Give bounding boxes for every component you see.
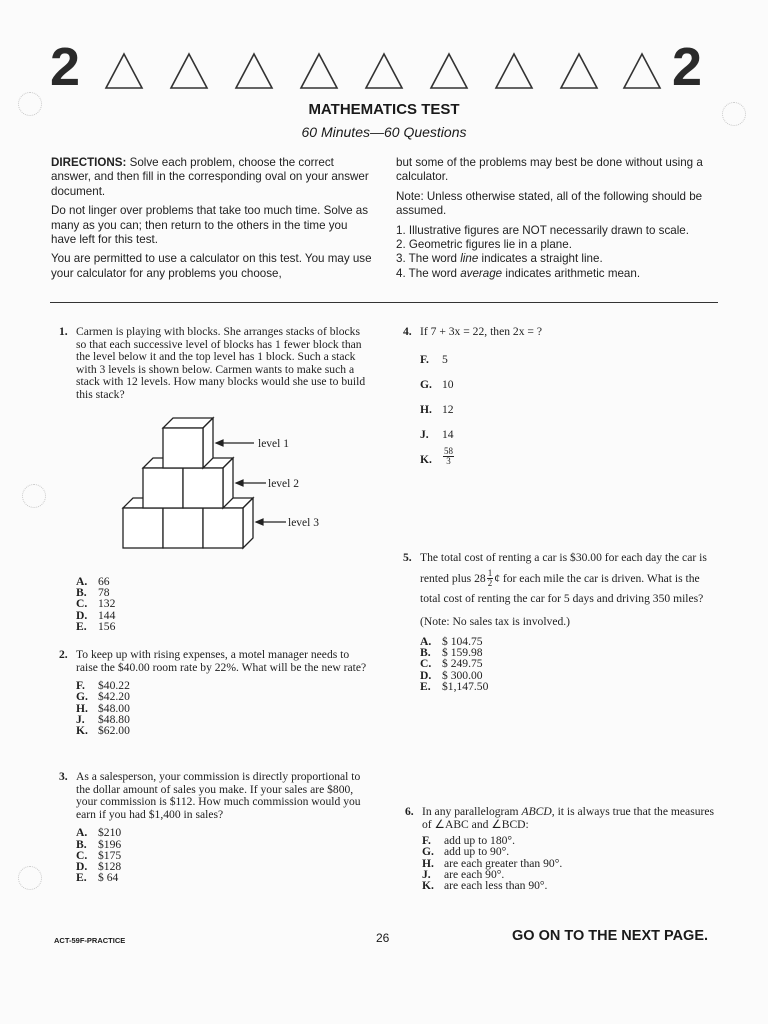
- choice-letter: C.: [76, 597, 88, 611]
- stem-text: The total cost of renting a car is $30.00 for each day the car is rented plus 28: [420, 551, 707, 585]
- choice-text: $196: [98, 837, 122, 851]
- answer-choices: [76, 680, 368, 736]
- triangle-border: [104, 52, 664, 92]
- question-stem: To keep up with rising expenses, a motel manager needs to raise the $40.00 room rate by 22%. What will be the new rate?: [76, 648, 367, 674]
- choice-letter: D.: [76, 608, 88, 622]
- choice-letter: E.: [76, 619, 87, 633]
- choice-letter: K.: [420, 452, 432, 466]
- directions-left-column: [51, 156, 373, 286]
- assumption-item: [396, 252, 716, 266]
- choice-text: are each less than 90°.: [444, 879, 548, 892]
- choice-text: $ 300.00: [442, 668, 483, 682]
- stem-emphasis: ABCD: [521, 805, 552, 818]
- answer-choice[interactable]: [420, 347, 712, 372]
- choice-letter: H.: [422, 856, 434, 870]
- choice-text: $48.80: [98, 712, 130, 726]
- assumption-text: indicates arithmetic mean.: [502, 266, 641, 280]
- choice-letter: J.: [420, 427, 429, 441]
- choice-text: 66: [98, 575, 110, 588]
- choice-letter: H.: [76, 701, 88, 715]
- choice-letter: B.: [76, 837, 87, 851]
- cube-face: [123, 508, 163, 548]
- answer-choice[interactable]: [76, 725, 368, 736]
- triangle-icon: [104, 52, 144, 90]
- cube-face: [183, 468, 223, 508]
- choice-letter: D.: [76, 859, 88, 873]
- choice-text: 5: [442, 352, 448, 366]
- triangle-icon: [559, 52, 599, 90]
- choice-letter: G.: [422, 845, 434, 859]
- cube-face: [163, 508, 203, 548]
- answer-choice[interactable]: [76, 598, 196, 609]
- question-6: [405, 805, 718, 892]
- assumption-text: 3. The word: [396, 252, 461, 266]
- choice-text: $ 64: [98, 871, 119, 885]
- choice-text: $ 249.75: [442, 657, 483, 671]
- choice-text: are each 90°.: [444, 867, 505, 881]
- choice-text: are each greater than 90°.: [444, 856, 563, 870]
- choice-text: $210: [98, 826, 122, 840]
- question-1-choices: [76, 570, 196, 632]
- assumption-item: [396, 267, 716, 281]
- answer-choice[interactable]: [420, 681, 716, 692]
- answer-choice[interactable]: [76, 610, 196, 621]
- answer-choice[interactable]: [76, 872, 368, 883]
- choice-letter: E.: [76, 871, 87, 885]
- directions-paragraph: but some of the problems may best be done without using a calculator.: [396, 156, 703, 184]
- stem-text: In any parallelogram: [422, 805, 522, 818]
- stem-text: , it is always true that the measures of ∠ABC and ∠BCD:: [422, 805, 715, 831]
- question-stem: Carmen is playing with blocks. She arranges stacks of blocks so that each successive level of blocks has 1 fewer block than the level below it and the top level has 1 block. Such a stack with 3 levels is shown below. Carmen wants to make such a stack with 12 levels. How many blocks would she use to build this stack?: [76, 325, 366, 401]
- assumption-emphasis: average: [460, 266, 503, 280]
- question-stem: As a salesperson, your commission is directly proportional to the dollar amount of sales you make. If your sales are $800, your commission is $112. How much commission would you earn if you had $1,400 in sales?: [76, 770, 361, 821]
- figure-label-level-3: level 3: [288, 517, 319, 529]
- question-5: [403, 548, 716, 693]
- section-number-right: 2: [672, 37, 703, 97]
- answer-choice[interactable]: [76, 861, 368, 872]
- assumption-emphasis: line: [460, 252, 479, 266]
- choice-letter: J.: [76, 712, 85, 726]
- choice-letter: C.: [76, 848, 88, 862]
- choice-letter: A.: [76, 826, 88, 840]
- directions-paragraph: [51, 156, 373, 199]
- assumption-item: 1. Illustrative figures are NOT necessarily drawn to scale.: [396, 223, 689, 237]
- choice-text: add up to 90°.: [444, 845, 510, 859]
- choice-text: 14: [442, 427, 454, 441]
- answer-choice[interactable]: [76, 576, 196, 587]
- section-number-left: 2: [50, 37, 81, 97]
- test-subtitle: 60 Minutes—60 Questions: [301, 124, 467, 140]
- answer-choice[interactable]: [422, 846, 718, 857]
- choice-text: $62.00: [98, 724, 130, 737]
- triangle-icon: [622, 52, 662, 90]
- question-2: [59, 648, 368, 737]
- question-4: [403, 325, 712, 472]
- form-code: ACT-59F-PRACTICE: [54, 936, 126, 945]
- block-stack-figure: [120, 412, 340, 552]
- next-page-notice: GO ON TO THE NEXT PAGE.: [512, 928, 709, 944]
- question-stem: [422, 806, 718, 831]
- question-number: 2.: [59, 648, 68, 661]
- choice-text: $48.00: [98, 701, 130, 715]
- directions-paragraph: Do not linger over problems that take too much time. Solve as many as you can; then return to the others in the time you have left for this test.: [51, 204, 369, 247]
- question-note: (Note: No sales tax is involved.): [420, 614, 571, 628]
- answer-choice[interactable]: [420, 447, 712, 472]
- answer-choices: [422, 835, 718, 891]
- choice-text: $ 104.75: [442, 635, 483, 648]
- choice-text: $40.22: [98, 679, 130, 693]
- choice-letter: F.: [420, 352, 429, 366]
- choice-letter: H.: [420, 402, 432, 416]
- triangle-icon: [299, 52, 339, 90]
- choice-letter: C.: [420, 657, 432, 671]
- choice-text: 156: [98, 619, 116, 633]
- figure-label-level-2: level 2: [268, 478, 299, 490]
- punch-hole-mark: [22, 484, 46, 508]
- answer-choice[interactable]: [420, 372, 712, 397]
- answer-choices: [420, 347, 712, 472]
- answer-choice[interactable]: [76, 691, 368, 702]
- section-divider: [50, 302, 718, 303]
- cube-face: [203, 508, 243, 548]
- punch-hole-mark: [18, 866, 42, 890]
- fraction-denominator: 2: [487, 578, 493, 589]
- triangle-icon: [364, 52, 404, 90]
- question-number: 4.: [403, 325, 412, 338]
- test-title: MATHEMATICS TEST: [308, 101, 460, 118]
- choice-text: $128: [98, 859, 122, 873]
- answer-choices: [76, 576, 196, 632]
- fraction-denominator: 3: [446, 455, 451, 466]
- choice-letter: A.: [420, 635, 432, 648]
- assumption-text: indicates a straight line.: [478, 252, 603, 266]
- assumption-item: 2. Geometric figures lie in a plane.: [396, 238, 572, 252]
- answer-choices: [420, 636, 716, 692]
- triangle-icon: [234, 52, 274, 90]
- fraction-numerator: 58: [444, 445, 453, 456]
- page-number: 26: [376, 931, 390, 945]
- answer-choice[interactable]: [422, 880, 718, 891]
- answer-choice[interactable]: [420, 397, 712, 422]
- choice-text: $1,147.50: [442, 679, 489, 693]
- directions-label: DIRECTIONS:: [51, 156, 127, 169]
- answer-choices: [76, 827, 368, 883]
- answer-choice[interactable]: [76, 827, 368, 838]
- triangle-icon: [494, 52, 534, 90]
- choice-text: 144: [98, 608, 116, 622]
- figure-label-level-1: level 1: [258, 438, 289, 450]
- question-stem: If 7 + 3x = 22, then 2x = ?: [420, 325, 543, 338]
- choice-letter: E.: [420, 679, 431, 693]
- choice-letter: K.: [76, 724, 88, 737]
- choice-text: $175: [98, 848, 122, 862]
- directions-right-column: [396, 156, 716, 281]
- question-number: 5.: [403, 551, 412, 564]
- question-number: 1.: [59, 325, 68, 338]
- stem-text: ¢ for each mile the car is driven. What is the total cost of renting the car for 5 days and driving 350 miles?: [420, 571, 704, 605]
- fraction: [443, 447, 454, 472]
- question-stem: [420, 548, 716, 610]
- question-number: 3.: [59, 770, 68, 783]
- answer-choice[interactable]: [76, 587, 196, 598]
- choice-text: 78: [98, 586, 110, 600]
- choice-letter: B.: [420, 646, 431, 660]
- directions-note: Note: Unless otherwise stated, all of the following should be assumed.: [396, 189, 703, 218]
- question-number: 6.: [405, 805, 414, 818]
- triangle-icon: [429, 52, 469, 90]
- choice-letter: J.: [422, 867, 431, 881]
- answer-choice[interactable]: [420, 422, 712, 447]
- choice-text: 10: [442, 377, 454, 391]
- choice-letter: F.: [422, 834, 431, 848]
- choice-text: 12: [442, 402, 454, 416]
- choice-letter: K.: [422, 879, 434, 892]
- choice-text: add up to 180°.: [444, 834, 515, 848]
- choice-letter: B.: [76, 586, 87, 600]
- fraction-numerator: 1: [487, 568, 493, 579]
- answer-choice[interactable]: [76, 621, 196, 632]
- assumption-text: 4. The word: [396, 266, 461, 280]
- directions-text: Solve each problem, choose the correct answer, and then fill in the corresponding oval on your answer document.: [51, 156, 369, 198]
- choice-text: 132: [98, 597, 116, 611]
- answer-choice[interactable]: [420, 658, 716, 669]
- choice-letter: A.: [76, 575, 88, 588]
- question-3: [59, 770, 368, 885]
- directions-paragraph: You are permitted to use a calculator on this test. You may use your calculator for any problems you choose,: [51, 252, 372, 280]
- triangle-icon: [169, 52, 209, 90]
- cube-face: [163, 428, 203, 468]
- fraction: [487, 569, 494, 588]
- cube-face: [143, 468, 183, 508]
- assumptions-list: [396, 224, 716, 282]
- choice-text: $ 159.98: [442, 646, 483, 660]
- choice-letter: G.: [76, 690, 88, 704]
- choice-letter: F.: [76, 679, 85, 693]
- choice-letter: G.: [420, 377, 432, 391]
- choice-letter: D.: [420, 668, 432, 682]
- question-1: [59, 325, 368, 402]
- choice-text: $42.20: [98, 690, 130, 704]
